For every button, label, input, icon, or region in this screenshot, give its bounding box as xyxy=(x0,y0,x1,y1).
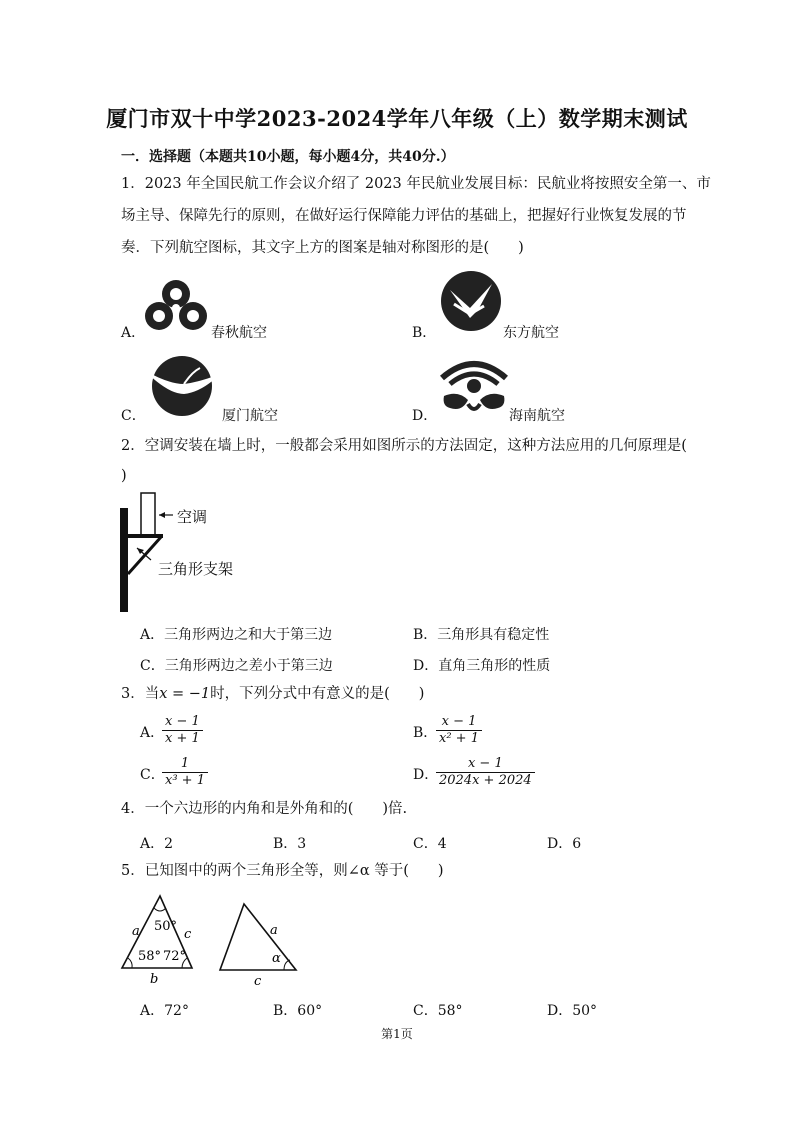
q2-option-a: A．三角形两边之和大于第三边 xyxy=(140,627,333,643)
spring-airlines-logo xyxy=(142,274,210,336)
q3-stem: 3．当x = −1时，下列分式中有意义的是( ) xyxy=(121,686,425,702)
t1-side-b: b xyxy=(150,972,159,987)
fig-ac-label: 空调 xyxy=(177,508,208,526)
q1-line2: 场主导、保障先行的原则，在做好运行保障能力评估的基础上，把握好行业恢复发展的节 xyxy=(121,208,687,224)
q4-option-c: C．4 xyxy=(413,836,447,852)
china-eastern-logo xyxy=(440,270,502,332)
page-number: 第1页 xyxy=(381,1027,413,1041)
t1-side-a: a xyxy=(132,924,140,939)
q5-option-d: D．50° xyxy=(547,1003,598,1019)
q1-option-d-label: D． xyxy=(412,408,438,424)
q2-option-b: B．三角形具有稳定性 xyxy=(413,627,550,643)
q5-option-a: A．72° xyxy=(140,1003,189,1019)
q1-line1: 1．2023 年全国民航工作会议介绍了 2023 年民航业发展目标：民航业将按照安全第一、市 xyxy=(121,176,711,192)
q3-option-b-fraction: $\frac{x - 1}{\text{x² + 1}}$ xyxy=(436,714,482,747)
q2-line2: ) xyxy=(121,468,127,484)
q3-option-d-fraction: $\frac{x - 1}{2024x + 2024}$ xyxy=(436,756,535,789)
q3-option-a-fraction: $\frac{x - 1}{x + 1}$ xyxy=(162,714,203,747)
q1-option-c-text: 厦门航空 xyxy=(222,408,278,424)
t1-angle-right: 72° xyxy=(163,949,187,964)
q3-option-b-label: B． xyxy=(413,725,438,741)
t1-side-c: c xyxy=(184,927,192,942)
q5-option-b: B．60° xyxy=(273,1003,323,1019)
t2-side-a: a xyxy=(270,923,278,938)
t2-side-c: c xyxy=(254,974,262,988)
q1-option-c-label: C． xyxy=(121,408,146,424)
q4-option-a: A．2 xyxy=(140,836,174,852)
page-title: 厦门市双十中学2023-2024学年八年级（上）数学期末测试 xyxy=(106,106,688,131)
q5-option-c: C．58° xyxy=(413,1003,463,1019)
q1-option-d-text: 海南航空 xyxy=(509,408,565,424)
q4-option-b: B．3 xyxy=(273,836,307,852)
t1-angle-top: 50° xyxy=(154,919,178,934)
q2-option-d: D．直角三角形的性质 xyxy=(413,658,551,674)
q4-option-d: D．6 xyxy=(547,836,582,852)
xiamen-airlines-logo xyxy=(140,354,222,418)
q2-line1: 2．空调安装在墙上时，一般都会采用如图所示的方法固定，这种方法应用的几何原理是( xyxy=(121,438,687,454)
fig-bracket-label: 三角形支架 xyxy=(158,560,234,578)
q3-option-c-fraction: $\frac{1}{\text{x³ + 1}}$ xyxy=(162,756,208,789)
t2-angle-alpha: α xyxy=(272,951,281,966)
t1-angle-left: 58° xyxy=(138,949,162,964)
q1-option-a-label: A． xyxy=(121,325,146,341)
q5-stem: 5．已知图中的两个三角形全等，则∠α 等于( ) xyxy=(121,863,444,879)
q2-option-c: C．三角形两边之差小于第三边 xyxy=(140,658,333,674)
congruent-triangles-figure xyxy=(116,892,306,988)
section-heading: 一．选择题（本题共10小题，每小题4分，共40分.） xyxy=(121,149,455,165)
q4-stem: 4．一个六边形的内角和是外角和的( )倍. xyxy=(121,801,408,817)
q3-option-d-label: D． xyxy=(413,767,439,783)
q3-option-a-label: A． xyxy=(140,725,165,741)
q1-option-b-text: 东方航空 xyxy=(503,325,559,341)
hainan-airlines-logo xyxy=(438,356,510,418)
q1-line3: 奏．下列航空图标，其文字上方的图案是轴对称图形的是( ) xyxy=(121,240,524,256)
q1-option-b-label: B． xyxy=(412,325,437,341)
q1-option-a-text: 春秋航空 xyxy=(211,325,267,341)
q3-option-c-label: C． xyxy=(140,767,165,783)
